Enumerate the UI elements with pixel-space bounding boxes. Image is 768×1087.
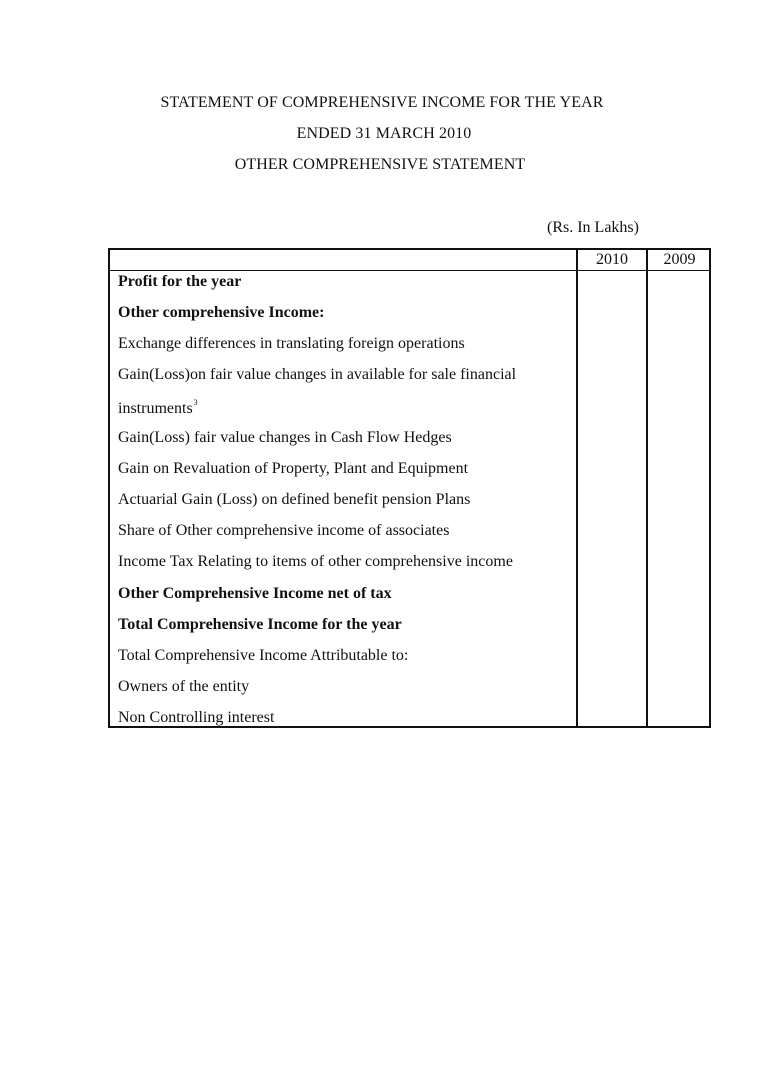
- row-share-of-associates: Share of Other comprehensive income of associates: [118, 522, 450, 539]
- row-label-text: instruments: [118, 400, 193, 417]
- row-oci-net-of-tax: Other Comprehensive Income net of tax: [118, 585, 392, 602]
- row-income-tax-oci: Income Tax Relating to items of other comprehensive income: [118, 553, 513, 570]
- row-total-comprehensive-income: Total Comprehensive Income for the year: [118, 616, 402, 633]
- footnote-marker: 3: [193, 398, 198, 407]
- row-owners-of-entity: Owners of the entity: [118, 678, 250, 695]
- units-note: (Rs. In Lakhs): [547, 219, 639, 236]
- row-actuarial-gain-loss: Actuarial Gain (Loss) on defined benefit pension Plans: [118, 491, 471, 508]
- statement-period: ENDED 31 MARCH 2010: [296, 125, 472, 142]
- header-row-divider: [110, 270, 709, 271]
- row-afs-fair-value-gain-loss: Gain(Loss)on fair value changes in available for sale financial: [118, 366, 517, 383]
- column-header-2010: 2010: [596, 251, 628, 268]
- row-exchange-differences: Exchange differences in translating foreign operations: [118, 335, 465, 352]
- row-revaluation-ppe: Gain on Revaluation of Property, Plant and Equipment: [118, 460, 469, 477]
- row-cash-flow-hedges: Gain(Loss) fair value changes in Cash Flow Hedges: [118, 429, 452, 446]
- row-attributable-to-heading: Total Comprehensive Income Attributable to:: [118, 647, 409, 664]
- statement-title: STATEMENT OF COMPREHENSIVE INCOME FOR THE YEAR: [160, 94, 604, 111]
- statement-subtitle: OTHER COMPREHENSIVE STATEMENT: [234, 156, 526, 173]
- column-divider-2010: [576, 250, 578, 726]
- row-non-controlling-interest: Non Controlling interest: [118, 709, 275, 726]
- row-other-comprehensive-income-heading: Other comprehensive Income:: [118, 304, 325, 321]
- comprehensive-income-table: [108, 248, 711, 728]
- column-header-2009: 2009: [663, 251, 696, 268]
- column-divider-2009: [646, 250, 648, 726]
- row-afs-instruments-continued: [118, 398, 198, 418]
- row-profit-for-year: Profit for the year: [118, 273, 242, 290]
